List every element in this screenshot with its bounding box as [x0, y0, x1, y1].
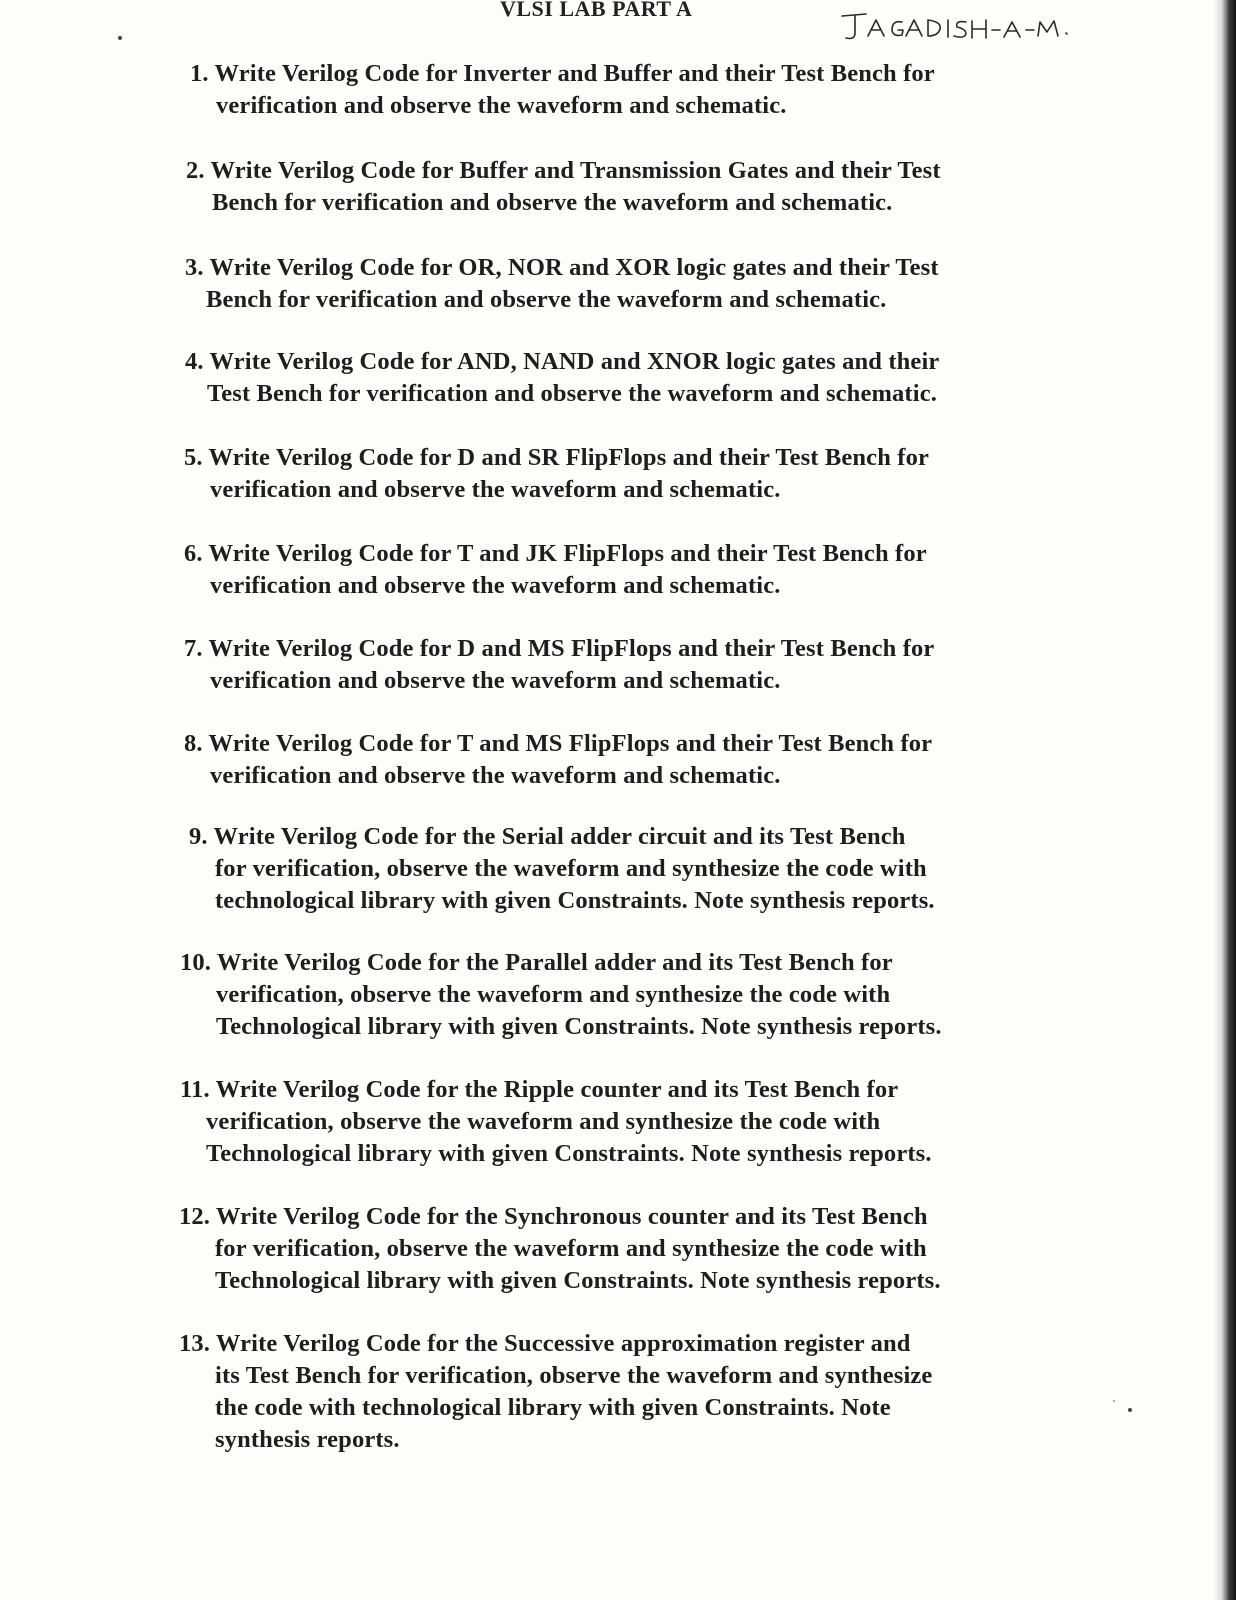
- task-text-line: Write Verilog Code for the Ripple counter and its Test Bench for: [215, 1076, 899, 1103]
- task-text-line: Bench for verification and observe the waveform and schematic.: [206, 286, 887, 313]
- task-number: 8.: [184, 730, 203, 757]
- task-number: 13.: [179, 1330, 211, 1357]
- scan-speck: [1128, 1408, 1132, 1412]
- task-number: 12.: [179, 1203, 211, 1230]
- task-number: 2.: [186, 157, 205, 184]
- task-item-13: [179, 1328, 932, 1456]
- scan-speck: [118, 36, 122, 40]
- task-text-line: Write Verilog Code for D and SR FlipFlops and their Test Bench for: [208, 444, 929, 471]
- task-item-4: [185, 346, 939, 410]
- task-text-line: verification and observe the waveform and schematic.: [210, 667, 781, 694]
- scan-speck: [1113, 1400, 1115, 1402]
- task-number: 7.: [184, 635, 203, 662]
- task-text-line: Technological library with given Constraints. Note synthesis reports.: [216, 1013, 942, 1040]
- task-item-5: [184, 442, 929, 506]
- task-text-line: Write Verilog Code for AND, NAND and XNOR logic gates and their: [209, 348, 940, 375]
- task-number: 5.: [184, 444, 203, 471]
- task-number: 9.: [189, 823, 208, 850]
- task-text-line: synthesis reports.: [215, 1426, 400, 1453]
- task-text-line: Write Verilog Code for D and MS FlipFlops and their Test Bench for: [208, 635, 935, 662]
- task-text-line: verification, observe the waveform and synthesize the code with: [206, 1108, 881, 1135]
- task-text-line: for verification, observe the waveform and synthesize the code with: [215, 1235, 927, 1262]
- task-item-9: [189, 821, 935, 917]
- task-text-line: Technological library with given Constraints. Note synthesis reports.: [206, 1140, 932, 1167]
- task-text-line: verification and observe the waveform and schematic.: [216, 92, 787, 119]
- task-text-line: verification, observe the waveform and synthesize the code with: [216, 981, 891, 1008]
- task-item-3: [185, 252, 939, 316]
- task-number: 6.: [184, 540, 203, 567]
- task-item-2: [186, 155, 941, 219]
- task-text-line: Write Verilog Code for Buffer and Transmission Gates and their Test: [210, 157, 941, 184]
- task-text-line: Write Verilog Code for the Successive approximation register and: [215, 1330, 911, 1357]
- task-text-line: Write Verilog Code for T and JK FlipFlops and their Test Bench for: [208, 540, 927, 567]
- task-text-line: verification and observe the waveform and schematic.: [210, 762, 781, 789]
- task-text-line: Test Bench for verification and observe the waveform and schematic.: [207, 380, 937, 407]
- task-item-6: [184, 538, 927, 602]
- task-text-line: Write Verilog Code for the Serial adder circuit and its Test Bench: [213, 823, 906, 850]
- task-text-line: for verification, observe the waveform and synthesize the code with: [215, 855, 927, 882]
- task-text-line: Write Verilog Code for Inverter and Buffer and their Test Bench for: [214, 60, 935, 87]
- handwritten-signature: [840, 6, 1120, 46]
- task-number: 10.: [180, 949, 212, 976]
- task-item-12: [179, 1201, 941, 1297]
- task-text-line: Write Verilog Code for OR, NOR and XOR logic gates and their Test: [209, 254, 939, 281]
- task-item-10: [180, 947, 942, 1043]
- task-text-line: the code with technological library with given Constraints. Note: [215, 1394, 891, 1421]
- task-text-line: Write Verilog Code for T and MS FlipFlops and their Test Bench for: [208, 730, 933, 757]
- task-number: 4.: [185, 348, 204, 375]
- task-text-line: Technological library with given Constraints. Note synthesis reports.: [215, 1267, 941, 1294]
- task-number: 1.: [190, 60, 209, 87]
- task-number: 11.: [180, 1076, 210, 1103]
- task-text-line: Bench for verification and observe the waveform and schematic.: [212, 189, 893, 216]
- task-item-7: [184, 633, 934, 697]
- task-text-line: its Test Bench for verification, observe the waveform and synthesize: [215, 1362, 933, 1389]
- task-item-8: [184, 728, 932, 792]
- task-number: 3.: [185, 254, 204, 281]
- task-text-line: Write Verilog Code for the Parallel adder and its Test Bench for: [216, 949, 893, 976]
- task-text-line: verification and observe the waveform and schematic.: [210, 572, 781, 599]
- task-text-line: technological library with given Constraints. Note synthesis reports.: [215, 887, 935, 914]
- scanner-edge: [1214, 0, 1236, 1600]
- task-text-line: Write Verilog Code for the Synchronous counter and its Test Bench: [215, 1203, 928, 1230]
- task-text-line: verification and observe the waveform and schematic.: [210, 476, 781, 503]
- task-item-11: [180, 1074, 932, 1170]
- document-title: VLSI LAB PART A: [500, 0, 693, 21]
- task-item-1: [190, 58, 935, 122]
